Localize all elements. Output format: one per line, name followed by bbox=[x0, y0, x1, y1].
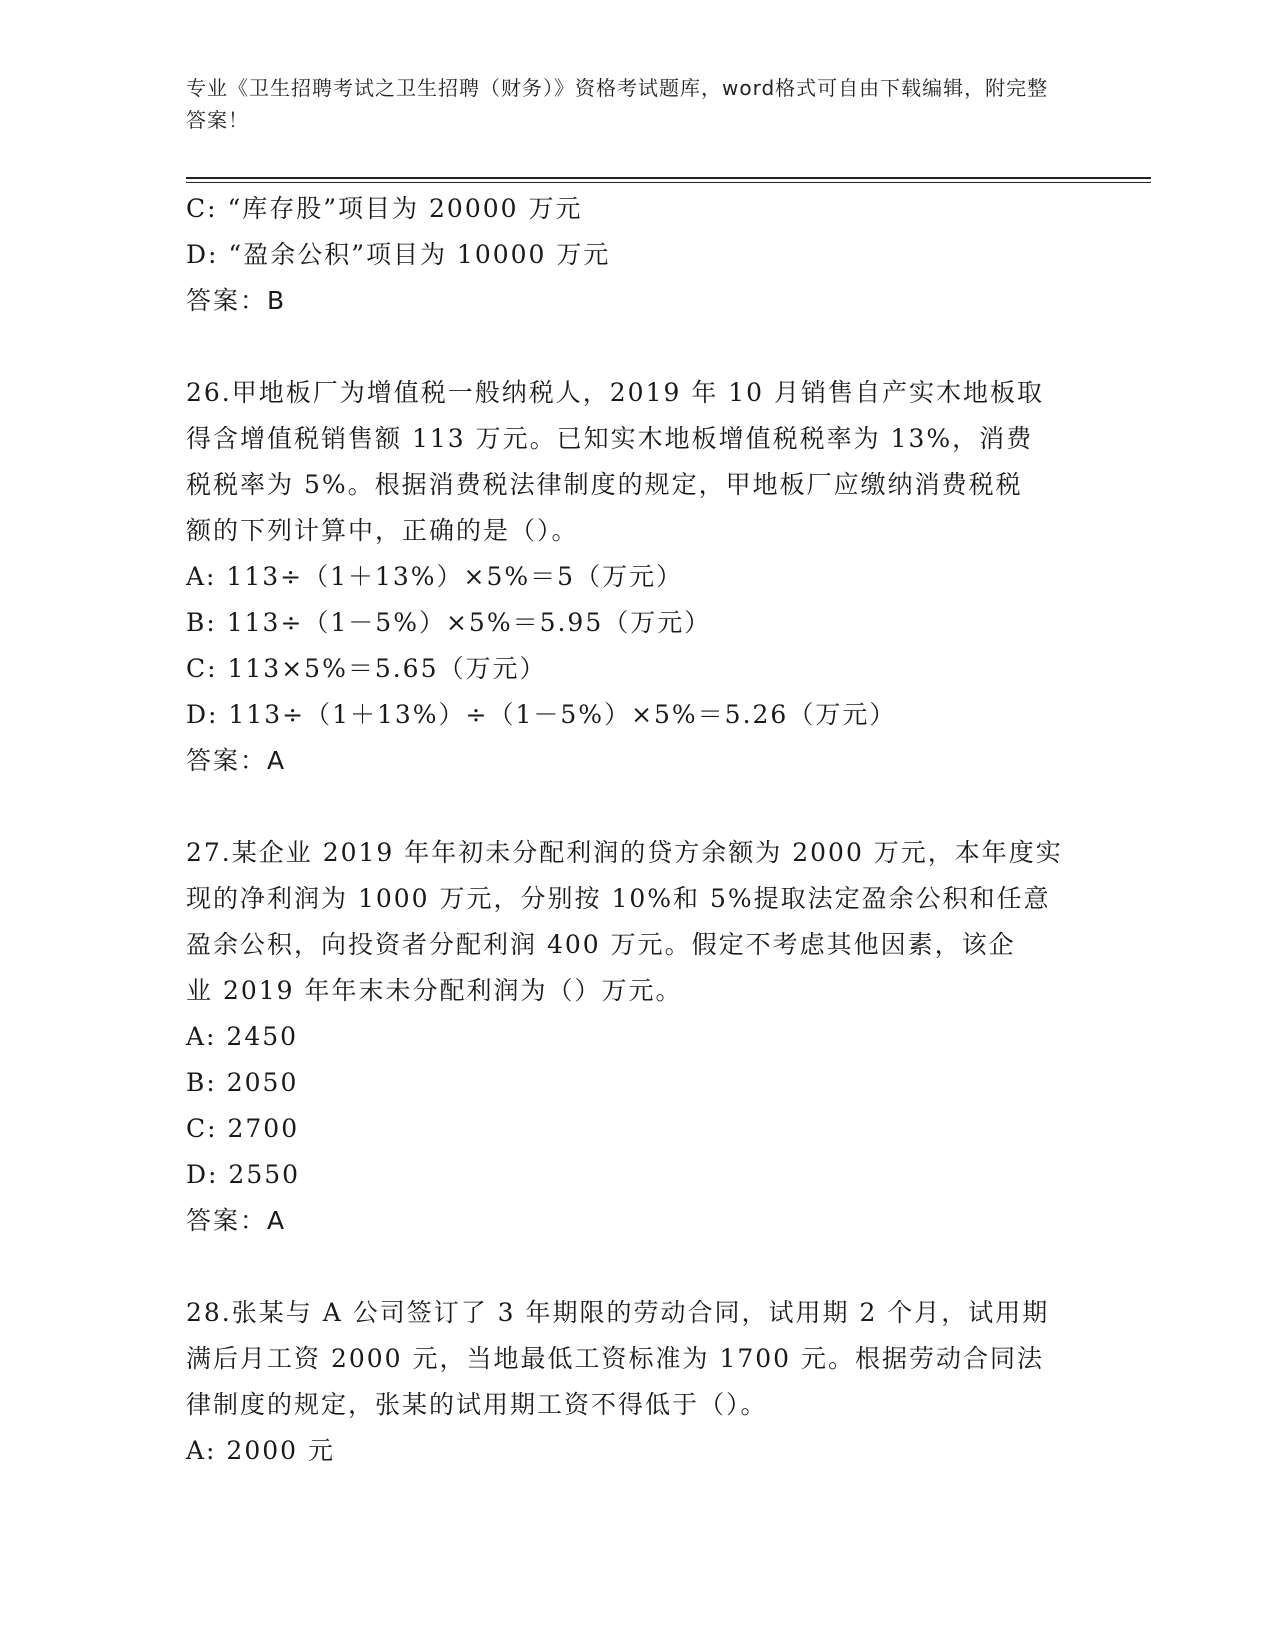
spacer bbox=[186, 324, 1086, 370]
question-27 bbox=[186, 830, 1086, 1244]
question-stem-line: 满后月工资 2000 元，当地最低工资标准为 1700 元。根据劳动合同法 bbox=[186, 1344, 1045, 1373]
spacer bbox=[186, 1244, 1086, 1290]
option-a: A: 2000 元 bbox=[186, 1436, 335, 1465]
option-a: A: 2450 bbox=[186, 1022, 299, 1051]
answer-line: 答案：A bbox=[186, 746, 287, 775]
question-26 bbox=[186, 370, 1086, 784]
option-c: C: “库存股”项目为 20000 万元 bbox=[186, 194, 583, 223]
option-c: C: 2700 bbox=[186, 1114, 300, 1143]
question-28 bbox=[186, 1290, 1086, 1474]
option-d: D: 113÷（1＋13%）÷（1－5%）×5%＝5.26（万元） bbox=[186, 700, 897, 729]
question-stem-line: 得含增值税销售额 113 万元。已知实木地板增值税税率为 13%，消费 bbox=[186, 424, 1034, 453]
question-stem-line: 现的净利润为 1000 万元，分别按 10%和 5%提取法定盈余公积和任意 bbox=[186, 884, 1051, 913]
document-body bbox=[186, 186, 1086, 1474]
option-c: C: 113×5%＝5.65（万元） bbox=[186, 654, 547, 683]
header-rule-thin bbox=[186, 182, 1151, 183]
option-b: B: 113÷（1－5%）×5%＝5.95（万元） bbox=[186, 608, 712, 637]
question-stem-line: 业 2019 年年末未分配利润为（）万元。 bbox=[186, 976, 683, 1005]
question-stem-line: 27.某企业 2019 年年初未分配利润的贷方余额为 2000 万元，本年度实 bbox=[186, 838, 1063, 867]
header-rule-thick bbox=[186, 177, 1151, 179]
question-25-tail bbox=[186, 186, 1086, 324]
document-header: 专业《卫生招聘考试之卫生招聘（财务）》资格考试题库，word格式可自由下载编辑，附完整答案！ bbox=[186, 76, 1049, 132]
question-stem-line: 律制度的规定，张某的试用期工资不得低于（）。 bbox=[186, 1390, 768, 1419]
spacer bbox=[186, 784, 1086, 830]
answer-line: 答案：B bbox=[186, 286, 287, 315]
answer-line: 答案：A bbox=[186, 1206, 287, 1235]
option-d: D: 2550 bbox=[186, 1160, 301, 1189]
question-stem-line: 税税率为 5%。根据消费税法律制度的规定，甲地板厂应缴纳消费税税 bbox=[186, 470, 1023, 499]
question-stem-line: 26.甲地板厂为增值税一般纳税人，2019 年 10 月销售自产实木地板取 bbox=[186, 378, 1045, 407]
question-stem-line: 28.张某与 A 公司签订了 3 年期限的劳动合同，试用期 2 个月，试用期 bbox=[186, 1298, 1050, 1327]
option-b: B: 2050 bbox=[186, 1068, 299, 1097]
question-stem-line: 盈余公积，向投资者分配利润 400 万元。假定不考虑其他因素，该企 bbox=[186, 930, 1016, 959]
option-d: D: “盈余公积”项目为 10000 万元 bbox=[186, 240, 611, 269]
question-stem-line: 额的下列计算中，正确的是（）。 bbox=[186, 516, 579, 545]
option-a: A: 113÷（1＋13%）×5%＝5（万元） bbox=[186, 562, 684, 591]
